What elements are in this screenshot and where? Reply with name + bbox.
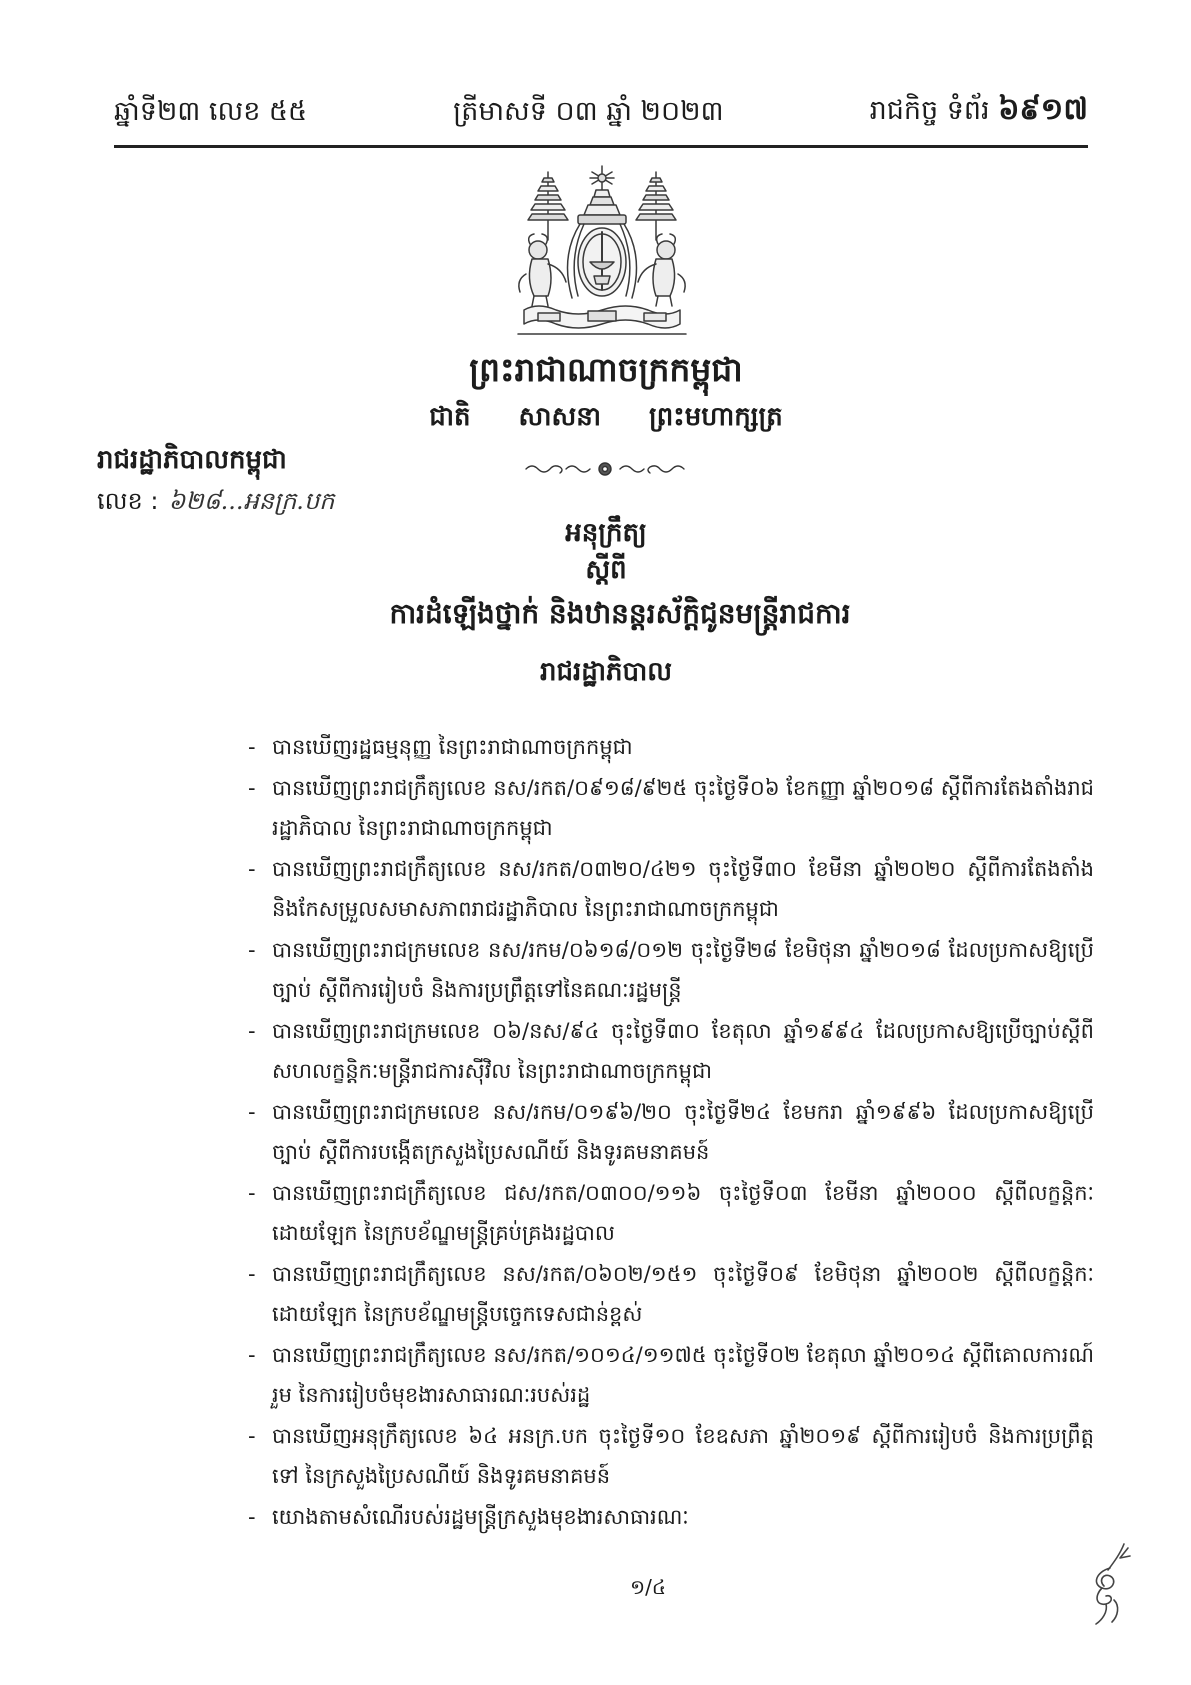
preamble-list xyxy=(248,727,1095,1529)
issuer-name: រាជរដ្ឋាភិបាលកម្ពុជា xyxy=(97,445,287,475)
kingdom-title: ព្រះរាជាណាចក្រកម្ពុជា xyxy=(469,350,743,389)
ornament-divider-icon xyxy=(522,458,688,480)
header-page-number: ៦៩១៧ xyxy=(998,92,1088,127)
preamble-item xyxy=(248,1335,1094,1416)
preamble-text: បានឃើញអនុក្រឹត្យលេខ ៦៤ អនក្រ.បក ចុះថ្ងៃទី១០ ខែឧសភា ឆ្នាំ២០១៩ ស្តីពីការរៀបចំ និងការប្រព្រឹត្តទៅ នៃក្រសួងប្រៃសណីយ៍ និងទូរគមនាគមន៍ xyxy=(272,1423,1095,1488)
signature-initials-icon xyxy=(1084,1540,1142,1632)
decree-authority: រាជរដ្ឋាភិបាល xyxy=(539,657,673,687)
motto-nation: ជាតិ xyxy=(429,402,471,432)
preamble-text: បានឃើញព្រះរាជក្រឹត្យលេខ នស/រកត/០៩១៨/៩២៥ ចុះថ្ងៃទី០៦ ខែកញ្ញា ឆ្នាំ២០១៨ ស្តីពីការតែងតាំងរាជរដ្ឋាភិបាល នៃព្រះរាជាណាចក្រកម្ពុជា xyxy=(272,775,1095,840)
document-number-value: ៦២៨...អនក្រ.បក xyxy=(168,487,335,515)
motto-king: ព្រះមហាក្សត្រ xyxy=(649,402,783,432)
royal-coat-of-arms-icon xyxy=(508,164,696,338)
list-marker: - xyxy=(248,1261,256,1286)
gazette-header xyxy=(114,86,1088,134)
preamble-text: យោងតាមសំណើរបស់រដ្ឋមន្ត្រីក្រសួងមុខងារសាធារណៈ xyxy=(272,1504,689,1529)
list-marker: - xyxy=(248,1018,256,1043)
motto-religion: សាសនា xyxy=(518,402,602,432)
list-marker: - xyxy=(248,1504,256,1529)
list-marker: - xyxy=(248,1342,256,1367)
header-page xyxy=(870,90,1088,134)
preamble-item xyxy=(248,1254,1094,1335)
decree-about: ស្តីពី xyxy=(585,555,627,585)
preamble-text: បានឃើញព្រះរាជក្រមលេខ ០៦/នស/៩៤ ចុះថ្ងៃទី៣០ ខែតុលា ឆ្នាំ១៩៩៤ ដែលប្រកាសឱ្យប្រើច្បាប់ស្តីពី សហលក្ខន្តិកៈមន្ត្រីរាជការស៊ីវិល នៃព្រះរាជាណាចក្រកម្ពុជា xyxy=(272,1018,1094,1083)
preamble-item xyxy=(248,849,1094,930)
list-marker: - xyxy=(248,937,256,962)
list-marker: - xyxy=(248,1180,256,1205)
list-marker: - xyxy=(248,856,256,881)
list-marker: - xyxy=(248,775,256,800)
preamble-item xyxy=(248,1416,1094,1497)
preamble-item xyxy=(248,768,1094,849)
list-marker: - xyxy=(248,735,256,759)
preamble-item xyxy=(248,1497,1094,1538)
preamble-item xyxy=(248,1173,1094,1254)
list-marker: - xyxy=(248,1423,256,1448)
decree-type: អនុក្រឹត្យ xyxy=(565,518,647,548)
header-quarter: ត្រីមាសទី ០៣ ឆ្នាំ ២០២៣ xyxy=(453,96,724,127)
document-number xyxy=(97,486,334,521)
preamble-item xyxy=(248,930,1094,1011)
header-page-label: រាជកិច្ច ទំព័រ xyxy=(869,95,990,126)
page-footer: ១/៤ xyxy=(629,1575,667,1599)
preamble-text: បានឃើញរដ្ឋធម្មនុញ្ញ នៃព្រះរាជាណាចក្រកម្ពុជា xyxy=(272,735,633,759)
preamble-text: បានឃើញព្រះរាជក្រឹត្យលេខ នស/រកត/០៦០២/១៥១ ចុះថ្ងៃទី០៩ ខែមិថុនា ឆ្នាំ២០០២ ស្តីពីលក្ខន្តិកៈដោយឡែក នៃក្របខ័ណ្ឌមន្ត្រីបច្ចេកទេសជាន់ខ្ពស់ xyxy=(272,1261,1094,1326)
preamble-text: បានឃើញព្រះរាជក្រមលេខ នស/រកម/០១៩៦/២០ ចុះថ្ងៃទី២៤ ខែមករា ឆ្នាំ១៩៩៦ ដែលប្រកាសឱ្យប្រើច្បាប់ ស្តីពីការបង្កើតក្រសួងប្រៃសណីយ៍ និងទូរគមនាគមន៍ xyxy=(272,1099,1094,1164)
preamble-text: បានឃើញព្រះរាជក្រឹត្យលេខ នស/រកត/១០១៤/១១៧៥ ចុះថ្ងៃទី០២ ខែតុលា ឆ្នាំ២០១៤ ស្តីពីគោលការណ៍រួម នៃការរៀបចំមុខងារសាធារណៈរបស់រដ្ឋ xyxy=(272,1342,1094,1407)
header-issue: ឆ្នាំទី២៣ លេខ ៥៥ xyxy=(114,96,308,127)
decree-subject: ការដំឡើងថ្នាក់ និងឋានន្តរស័ក្តិជូនមន្ត្រីរាជការ xyxy=(389,597,851,630)
preamble-text: បានឃើញព្រះរាជក្រឹត្យលេខ ជស/រកត/០៣០០/១១៦ ចុះថ្ងៃទី០៣ ខែមីនា ឆ្នាំ២០០០ ស្តីពីលក្ខន្តិកៈដោយឡែក នៃក្របខ័ណ្ឌមន្ត្រីគ្រប់គ្រងរដ្ឋបាល xyxy=(272,1180,1094,1245)
national-motto xyxy=(300,400,912,438)
list-marker: - xyxy=(248,1099,256,1124)
preamble-text: បានឃើញព្រះរាជក្រមលេខ នស/រកម/០៦១៨/០១២ ចុះថ្ងៃទី២៨ ខែមិថុនា ឆ្នាំ២០១៨ ដែលប្រកាសឱ្យប្រើច្បាប់ ស្តីពីការរៀបចំ និងការប្រព្រឹត្តទៅនៃគណៈរដ្ឋមន្ត្រី xyxy=(272,937,1094,1002)
preamble-item xyxy=(248,1011,1094,1092)
preamble-item xyxy=(248,727,1094,768)
header-rule xyxy=(114,145,1088,148)
document-number-label: លេខ : xyxy=(97,487,159,515)
preamble-item xyxy=(248,1092,1094,1173)
preamble-text: បានឃើញព្រះរាជក្រឹត្យលេខ នស/រកត/០៣២០/៤២១ ចុះថ្ងៃទី៣០ ខែមីនា ឆ្នាំ២០២០ ស្តីពីការតែងតាំង និងកែសម្រួលសមាសភាពរាជរដ្ឋាភិបាល នៃព្រះរាជាណាចក្រកម្ពុជា xyxy=(272,856,1094,921)
